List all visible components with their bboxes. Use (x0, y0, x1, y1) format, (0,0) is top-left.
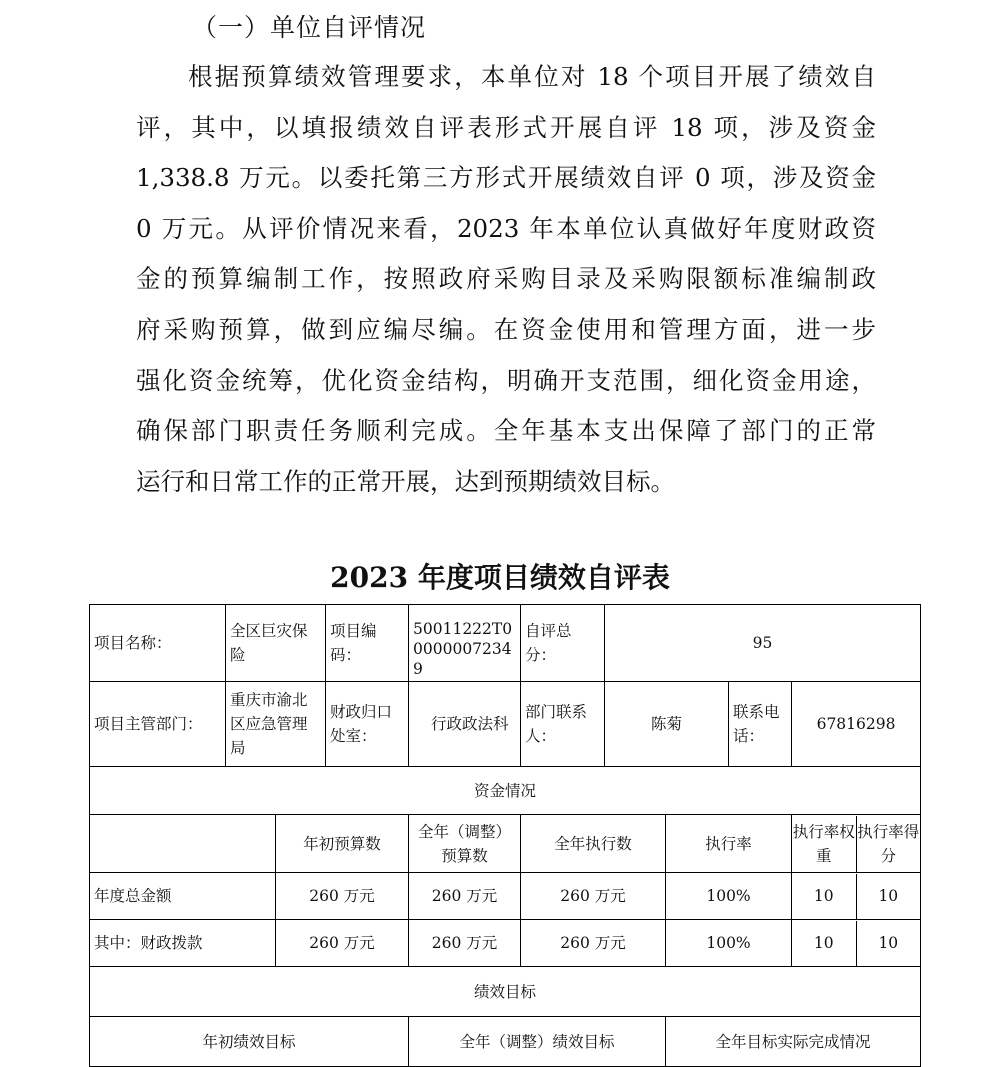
goals-header-row (90, 967, 921, 1017)
col-initial-budget: 年初预算数 (276, 815, 409, 873)
paragraph-line: 府采购预算，做到应编尽编。在资金使用和管理方面，进一步 (136, 314, 876, 344)
execution-rate-value: 100% (666, 920, 792, 967)
finance-office-label: 财政归口处室： (326, 682, 409, 767)
project-info-row (90, 605, 921, 682)
contact-label: 部门联系人： (521, 682, 605, 767)
finance-office-value: 行政政法科 (409, 682, 521, 767)
weight-score-cell (792, 873, 921, 920)
funds-fiscal-row (90, 920, 921, 967)
project-name-value: 全区巨灾保险 (226, 605, 326, 682)
contact-value: 陈菊 (605, 682, 729, 767)
rate-score-value: 10 (878, 887, 899, 905)
initial-budget-value: 260 万元 (276, 920, 409, 967)
adjusted-budget-value: 260 万元 (409, 920, 521, 967)
col-rate-weight: 执行率权重 (792, 816, 857, 872)
executed-value: 260 万元 (521, 920, 666, 967)
paragraph-line: 强化资金统筹，优化资金结构，明确开支范围，细化资金用途， (136, 365, 876, 395)
col-adjusted-budget: 全年（调整）预算数 (409, 815, 521, 873)
row-label: 其中：财政拨款 (90, 920, 276, 967)
paragraph-line: 0 万元。从评价情况来看，2023 年本单位认真做好年度财政资 (136, 213, 876, 243)
performance-evaluation-table (89, 604, 921, 1067)
department-info-row (90, 682, 921, 767)
row-label: 年度总金额 (90, 873, 276, 920)
funds-section-header: 资金情况 (90, 767, 921, 815)
execution-rate-value: 100% (666, 873, 792, 920)
table-title: 2023 年度项目绩效自评表 (330, 561, 670, 594)
paragraph-line: 确保部门职责任务顺利完成。全年基本支出保障了部门的正常 (136, 416, 876, 446)
paragraph-line: 1,338.8 万元。以委托第三方形式开展绩效自评 0 项，涉及资金 (136, 163, 876, 193)
section-heading: （一）单位自评情况 (192, 13, 427, 42)
project-code-value: 50011222T000000072349 (409, 605, 521, 682)
department-label: 项目主管部门： (90, 682, 226, 767)
paragraph-line: 根据预算绩效管理要求，本单位对 18 个项目开展了绩效自 (188, 62, 876, 91)
paragraph-line: 运行和日常工作的正常开展，达到预期绩效目标。 (136, 466, 675, 496)
funds-header-row (90, 767, 921, 815)
funds-total-row (90, 873, 921, 920)
rate-score-value: 10 (878, 934, 899, 952)
executed-value: 260 万元 (521, 873, 666, 920)
phone-value: 67816298 (792, 682, 921, 767)
rate-weight-value: 10 (792, 874, 857, 919)
self-evaluation-paragraph (136, 52, 876, 507)
paragraph-line: 评，其中，以填报绩效自评表形式开展自评 18 项，涉及资金 (136, 112, 876, 142)
phone-label: 联系电话： (729, 682, 792, 767)
col-rate-score: 执行率得分 (857, 822, 920, 865)
col-adjusted-goals: 全年（调整）绩效目标 (409, 1017, 666, 1067)
col-execution-rate: 执行率 (666, 815, 792, 873)
self-score-label: 自评总分： (521, 605, 605, 682)
col-weight-and-score (792, 815, 921, 873)
adjusted-budget-value: 260 万元 (409, 873, 521, 920)
col-initial-goals: 年初绩效目标 (90, 1017, 409, 1067)
goals-columns-row (90, 1017, 921, 1067)
rate-weight-value: 10 (792, 921, 857, 966)
col-executed: 全年执行数 (521, 815, 666, 873)
paragraph-line: 金的预算编制工作，按照政府采购目录及采购限额标准编制政 (136, 264, 876, 294)
funds-corner-cell (90, 815, 276, 873)
col-actual-completion: 全年目标实际完成情况 (666, 1017, 921, 1067)
goals-section-header: 绩效目标 (90, 967, 921, 1017)
department-value: 重庆市渝北区应急管理局 (226, 682, 326, 767)
initial-budget-value: 260 万元 (276, 873, 409, 920)
project-name-label: 项目名称： (90, 605, 226, 682)
weight-score-cell (792, 920, 921, 967)
funds-columns-row (90, 815, 921, 873)
self-score-value: 95 (605, 605, 921, 682)
project-code-label: 项目编码： (326, 605, 409, 682)
